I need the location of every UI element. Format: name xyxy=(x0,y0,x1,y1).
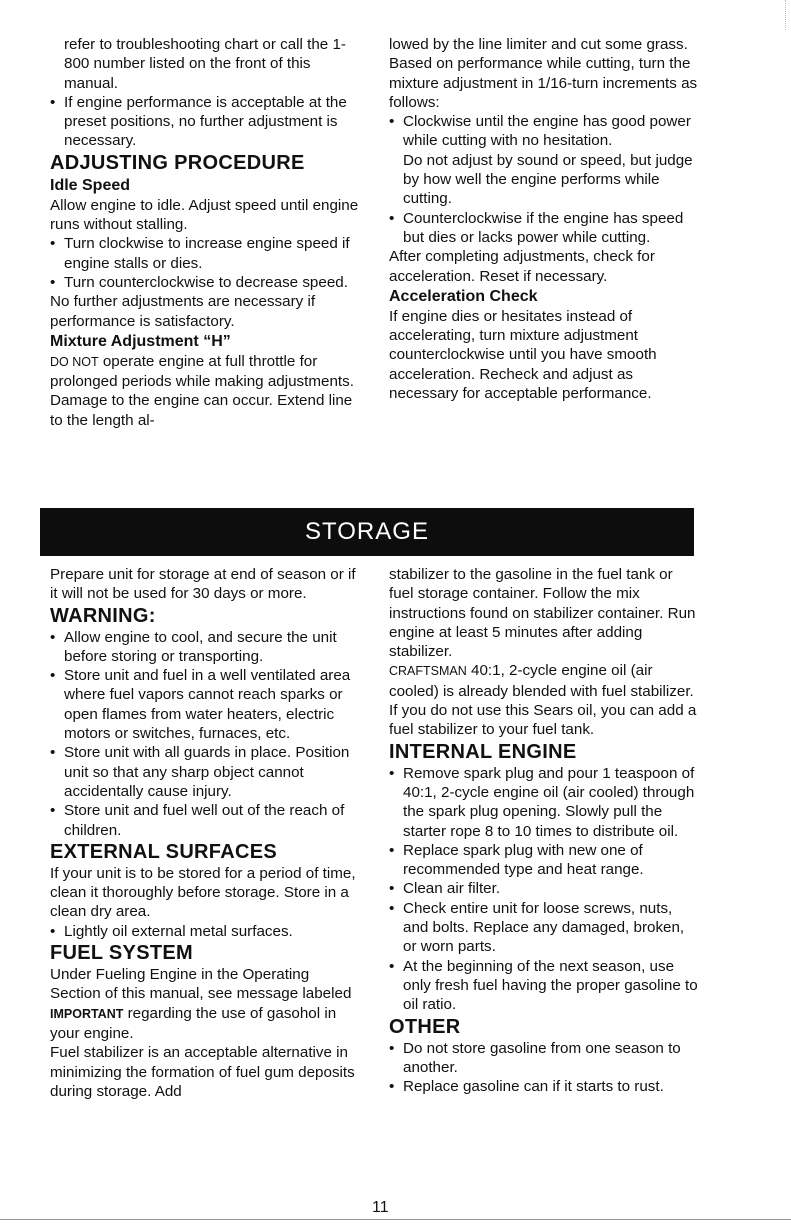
do-not-label: DO NOT xyxy=(50,354,99,369)
external-surfaces-text: If your unit is to be stored for a period of time, clean it thoroughly before storage. Store in a clean dry area. xyxy=(50,864,356,921)
acceleration-check-text: If engine dies or hesitates instead of accelerating, turn mixture adjustment counterclockwise until you have smooth acceleration. Recheck and adjust as necessary for acceptable performance. xyxy=(389,307,657,403)
warning-bullet: • Allow engine to cool, and secure the unit before storing or transporting. xyxy=(50,628,360,667)
storage-section-banner: STORAGE xyxy=(40,508,694,556)
mixture-adjustment-heading: Mixture Adjustment “H” xyxy=(50,332,231,350)
warning-heading: WARNING: xyxy=(50,604,156,627)
warning-bullet: • Store unit and fuel in a well ventilated area where fuel vapors cannot reach sparks or open flames from water heaters, electric motors or switches, furnaces, etc. xyxy=(50,666,360,743)
other-heading: OTHER xyxy=(389,1015,461,1038)
adjusting-procedure-heading: ADJUSTING PROCEDURE xyxy=(50,151,305,174)
craftsman-text: 40:1, 2-cycle engine oil (air cooled) is already blended with fuel stabilizer. If you do not use this Sears oil, you can add a fuel stabilizer to your fuel tank. xyxy=(389,662,697,739)
fuel-text-part-1: Under Fueling Engine in the Operating Section of this manual, see message labeled xyxy=(50,966,352,1003)
craftsman-label: CRAFTSMAN xyxy=(389,664,467,679)
mixture-warning-text xyxy=(50,352,360,430)
other-bullet: • Replace gasoline can if it starts to rust. xyxy=(389,1077,699,1096)
top-left-column xyxy=(50,35,360,430)
fuel-system-text xyxy=(50,965,360,1043)
internal-engine-bullet: • Clean air filter. xyxy=(389,879,699,898)
external-surfaces-heading: EXTERNAL SURFACES xyxy=(50,840,277,863)
idle-speed-text: Allow engine to idle. Adjust speed until engine runs without stalling. xyxy=(50,196,359,234)
fuel-text-part-2: regarding the use of gasohol in your engine. xyxy=(50,1004,337,1042)
idle-bullet-clockwise: • Turn clockwise to increase engine speed if engine stalls or dies. xyxy=(50,234,360,273)
internal-engine-bullet: • At the beginning of the next season, use only fresh fuel having the proper gasoline to oil ratio. xyxy=(389,957,699,1015)
warning-bullet: • Store unit and fuel well out of the reach of children. xyxy=(50,801,360,840)
bottom-left-column xyxy=(50,565,360,1101)
warning-bullet: • Store unit with all guards in place. Position unit so that any sharp object cannot accidentally cause injury. xyxy=(50,743,360,801)
craftsman-oil-text xyxy=(389,661,699,739)
mixture-bullet-clockwise: • Clockwise until the engine has good power while cutting with no hesitation. xyxy=(389,112,699,151)
mixture-text: operate engine at full throttle for prolonged periods while making adjustments. Damage to the engine can occur. Extend line to the length al- xyxy=(50,352,354,429)
idle-after-text: No further adjustments are necessary if performance is satisfactory. xyxy=(50,293,316,330)
page-number: 11 xyxy=(372,1199,389,1216)
continued-bullet-text: refer to troubleshooting chart or call the 1-800 number listed on the front of this manual. xyxy=(64,36,346,92)
stabilizer-continued-text: stabilizer to the gasoline in the fuel tank or fuel storage container. Follow the mix instructions found on stabilizer container. Run engine at least 5 minutes after adding stabilizer. xyxy=(389,566,696,661)
bullet-performance-acceptable: • If engine performance is acceptable at the preset positions, no further adjustment is necessary. xyxy=(50,93,360,151)
storage-intro-text: Prepare unit for storage at end of season or if it will not be used for 30 days or more. xyxy=(50,566,356,603)
internal-engine-heading: INTERNAL ENGINE xyxy=(389,740,577,763)
idle-speed-heading: Idle Speed xyxy=(50,176,131,194)
page-bottom-rule xyxy=(0,1219,791,1220)
idle-bullet-counterclockwise: • Turn counterclockwise to decrease speed. xyxy=(50,273,360,292)
external-surfaces-bullet: • Lightly oil external metal surfaces. xyxy=(50,922,360,941)
mixture-bullet-counterclockwise: • Counterclockwise if the engine has speed but dies or lacks power while cutting. xyxy=(389,209,699,248)
after-adjustments-text: After completing adjustments, check for acceleration. Reset if necessary. xyxy=(389,248,655,285)
other-bullet: • Do not store gasoline from one season to another. xyxy=(389,1039,699,1078)
internal-engine-bullet: • Check entire unit for loose screws, nuts, and bolts. Replace any damaged, broken, or worn parts. xyxy=(389,899,699,957)
mixture-continued-text: lowed by the line limiter and cut some grass. Based on performance while cutting, turn the mixture adjustment in 1/16-turn increments as follows: xyxy=(389,36,698,111)
mixture-clockwise-note: Do not adjust by sound or speed, but judge by how well the engine performs while cutting. xyxy=(403,151,693,208)
top-right-column xyxy=(389,35,699,403)
internal-engine-bullet: • Remove spark plug and pour 1 teaspoon of 40:1, 2-cycle engine oil (air cooled) through the spark plug opening. Slowly pull the starter rope 8 to 10 times to distribute oil. xyxy=(389,764,699,841)
fuel-system-heading: FUEL SYSTEM xyxy=(50,942,193,965)
internal-engine-bullet: • Replace spark plug with new one of recommended type and heat range. xyxy=(389,841,699,880)
important-label: IMPORTANT xyxy=(50,1006,124,1021)
page-edge-mark xyxy=(785,0,788,30)
bottom-right-column xyxy=(389,565,699,1096)
acceleration-check-heading: Acceleration Check xyxy=(389,287,538,305)
fuel-stabilizer-text: Fuel stabilizer is an acceptable alternative in minimizing the formation of fuel gum deposits during storage. Add xyxy=(50,1044,355,1100)
